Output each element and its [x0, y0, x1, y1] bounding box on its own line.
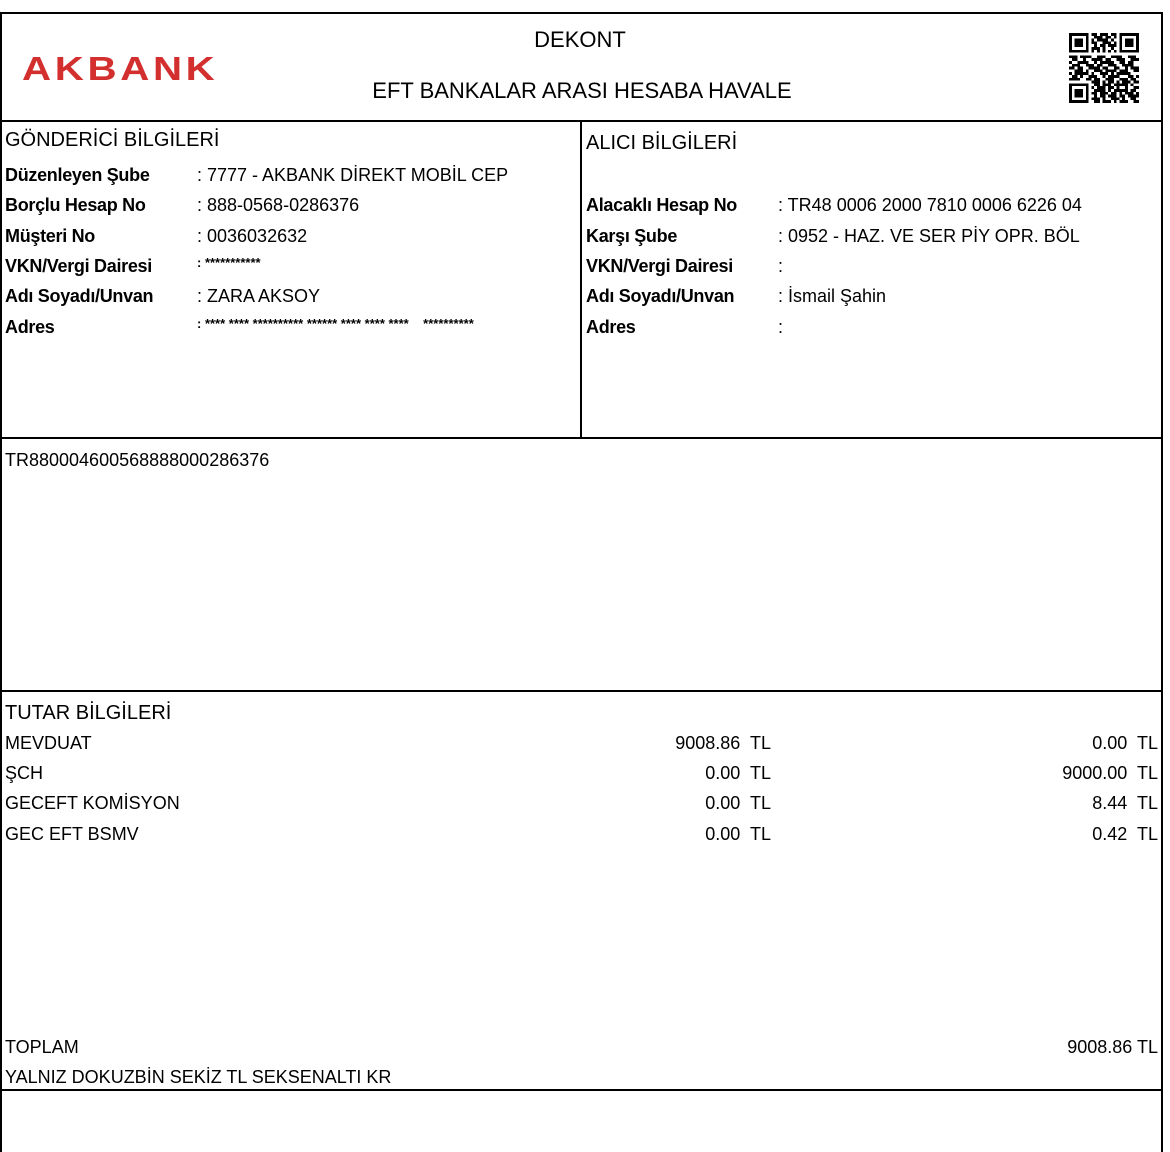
- sender-address-label: Adres: [5, 317, 55, 337]
- sender-tax-label: VKN/Vergi Dairesi: [5, 256, 152, 276]
- amount-row-label: GECEFT KOMİSYON: [5, 793, 180, 813]
- sender-section-title: GÖNDERİCİ BİLGİLERİ: [5, 129, 220, 151]
- amount-row-label: GEC EFT BSMV: [5, 824, 139, 844]
- total-in-words: YALNIZ DOKUZBİN SEKİZ TL SEKSENALTI KR: [5, 1067, 392, 1087]
- description-text: TR880004600568888000286376: [5, 450, 270, 470]
- qr-code-icon: [1069, 32, 1139, 104]
- receiver-name-label: Adı Soyadı/Unvan: [586, 286, 735, 306]
- sender-branch-value: : 7777 - AKBANK DİREKT MOBİL CEP: [197, 165, 509, 185]
- receiver-branch-value: : 0952 - HAZ. VE SER PİY OPR. BÖL: [778, 226, 1080, 246]
- amount-row-credit: 0.00 TL: [1092, 733, 1158, 753]
- receiver-account-value: : TR48 0006 2000 7810 0006 6226 04: [778, 195, 1082, 215]
- divider-description: [0, 690, 1163, 692]
- divider-vertical: [580, 122, 582, 438]
- amount-row-credit: 8.44 TL: [1092, 793, 1158, 813]
- receiver-branch-label: Karşı Şube: [586, 226, 678, 246]
- sender-customer-label: Müşteri No: [5, 226, 96, 246]
- amount-row-credit: 0.42 TL: [1092, 824, 1158, 844]
- amount-row-debit: 0.00 TL: [705, 824, 771, 844]
- document-subtitle: EFT BANKALAR ARASI HESABA HAVALE: [372, 78, 792, 103]
- divider-parties: [0, 437, 1163, 439]
- amount-row-credit: 9000.00 TL: [1062, 763, 1158, 783]
- receiver-address-label: Adres: [586, 317, 636, 337]
- receiver-account-label: Alacaklı Hesap No: [586, 195, 737, 215]
- receiver-section-title: ALICI BİLGİLERİ: [586, 132, 738, 154]
- sender-account-value: : 888-0568-0286376: [197, 195, 360, 215]
- receiver-name-value: : İsmail Şahin: [778, 286, 887, 306]
- sender-branch-label: Düzenleyen Şube: [5, 165, 150, 185]
- document-title: DEKONT: [534, 27, 626, 52]
- receiver-address-value: :: [778, 317, 784, 337]
- sender-name-label: Adı Soyadı/Unvan: [5, 286, 154, 306]
- amount-row-label: MEVDUAT: [5, 733, 92, 753]
- amount-row-label: ŞCH: [5, 763, 44, 783]
- amount-row-debit: 0.00 TL: [705, 763, 771, 783]
- sender-customer-value: : 0036032632: [197, 226, 308, 246]
- receiver-tax-value: :: [778, 256, 784, 276]
- total-value: 9008.86 TL: [1067, 1037, 1158, 1057]
- amount-row-debit: 9008.86 TL: [675, 733, 771, 753]
- amount-row-debit: 0.00 TL: [705, 793, 771, 813]
- sender-tax-value: : ***********: [197, 255, 261, 270]
- sender-account-label: Borçlu Hesap No: [5, 195, 146, 215]
- divider-footer: [0, 1089, 1163, 1091]
- receiver-tax-label: VKN/Vergi Dairesi: [586, 256, 733, 276]
- akbank-logo: AKBANK: [22, 50, 219, 87]
- sender-address-value: : **** **** ********** ****** **** **** **** **********: [197, 316, 474, 331]
- sender-name-value: : ZARA AKSOY: [197, 286, 321, 306]
- total-label: TOPLAM: [5, 1037, 79, 1057]
- amounts-section-title: TUTAR BİLGİLERİ: [5, 702, 172, 724]
